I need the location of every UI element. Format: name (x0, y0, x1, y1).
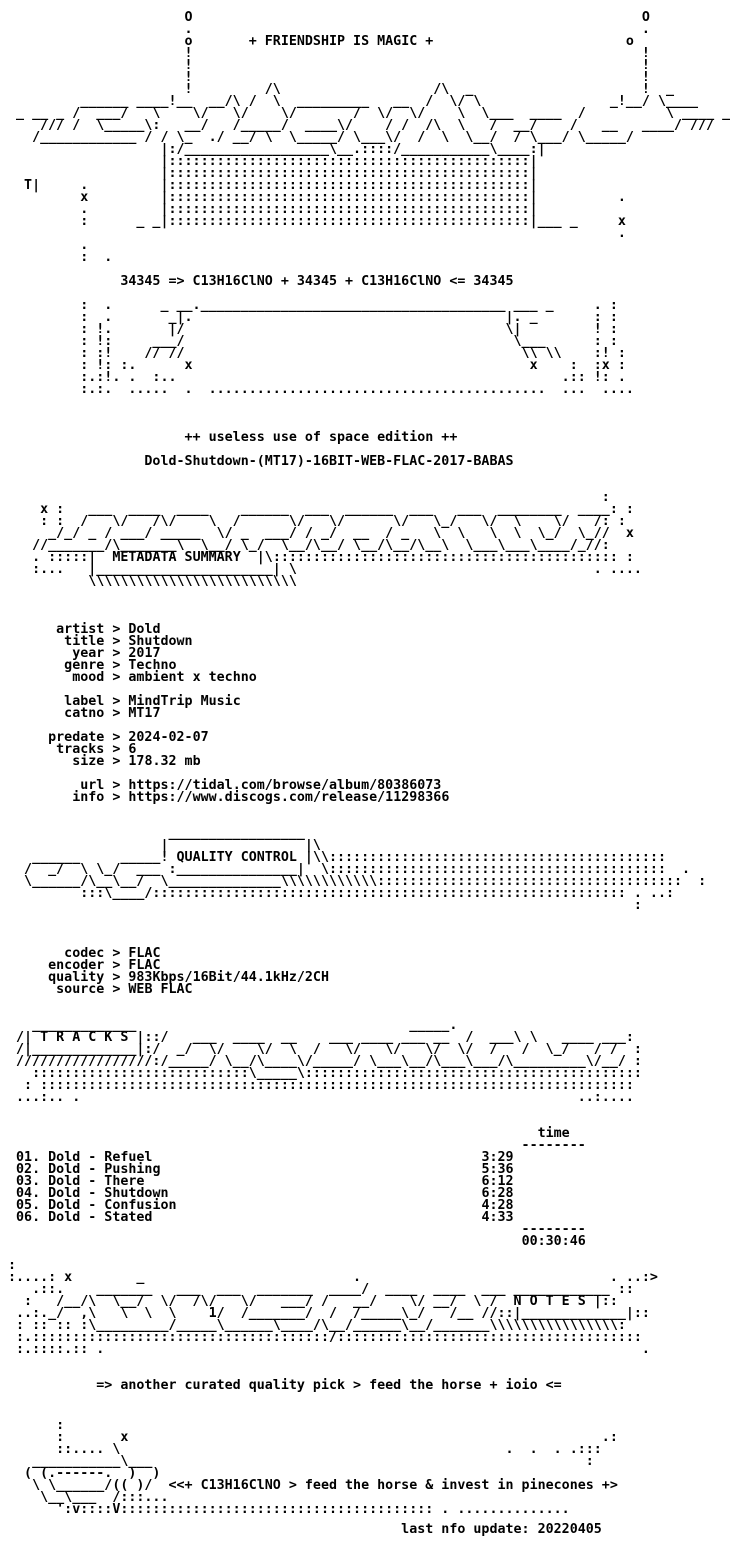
track-row: 04. Dold - Shutdown 6:28 (16, 1186, 514, 1201)
header-subtitle: ++ useless use of space edition ++ (8, 430, 458, 445)
track-title: Dold - Pushing (48, 1162, 161, 1177)
total-time: 00:30:46 (521, 1234, 586, 1249)
metadata-title: METADATA SUMMARY (112, 550, 241, 565)
source-value: WEB FLAC (128, 982, 193, 997)
track-time: 4:33 (481, 1210, 514, 1225)
track-title: Dold - Refuel (48, 1150, 153, 1165)
track-row: 06. Dold - Stated 4:33 (16, 1210, 514, 1225)
predate-value: 2024-02-07 (128, 730, 209, 745)
track-title: Dold - Stated (48, 1210, 153, 1225)
track-time: 4:28 (481, 1198, 514, 1213)
label-value: MindTrip Music (128, 694, 241, 709)
track-time: 3:29 (481, 1150, 514, 1165)
track-title: Dold - Confusion (48, 1198, 177, 1213)
track-row: 03. Dold - There 6:12 (16, 1174, 514, 1189)
metadata-row: label > MindTrip Music (64, 694, 241, 709)
metadata-row: artist > Dold (56, 622, 161, 637)
year-value: 2017 (128, 646, 161, 661)
mood-value: ambient x techno (128, 670, 257, 685)
tracks-section-art: _____________ _____. /| T R A C K S |::/ ___ ____ __ ___ ____ ___ __ / ___\ \ ____ ___: /|_____________|:/ _/ \/ \/ \ / \/ \/ \/ \/ / / \_/ / / : /////////////////:/_____/ \__/\____\/_____/ \___\__/\___\___/\_________\/__/ : :::::::::::::::::::::::::::\_____\:::::::::::::::::::::::::::::::::::::::::: : :::::::::::::::::::::::::::::::::::::::::::::::::::::::::::::::::::::::::: ...:.. . ..:.... (16, 1018, 642, 1105)
catno-value: MT17 (128, 706, 161, 721)
info-link[interactable]: https://www.discogs.com/release/11298366 (128, 790, 450, 805)
last-update: last nfo update: 20220405 (8, 1522, 602, 1537)
notes-line: => another curated quality pick > feed the horse + ioio <= (8, 1378, 562, 1393)
metadata-row: tracks > 6 (56, 742, 137, 757)
metadata-row: mood > ambient x techno (72, 670, 257, 685)
metadata-row: year > 2017 (72, 646, 161, 661)
metadata-row: catno > MT17 (64, 706, 161, 721)
molecule-equation: 34345 => C13H16ClNO + 34345 + C13H16ClNO <= 34345 (8, 274, 514, 289)
encoder-value: FLAC (128, 958, 161, 973)
metadata-section-art: : x : ___ ____ ____ ______ ___ ______ ___ ___ ________ ____: : : : / \/ /\/ \ / \/ \/ \/ \_/ \/ \ \/ /: : _/_/ _ / ___/ _____ \/ _ ___/ / _/ __ / _ \ \ \ \ \_/ \_// x //_______/\_______\ \__/ \_/ \__/\__/ \__/\__/\__\ \___\___\____/_//: . :::::| METADATA SUMMARY |\::::::::::::::::::::::::::::::::::::::::::: : :... |______________________| \ . .... \\\\\\\\\\\\\\\\\\\\\\\\\\ (32, 490, 642, 589)
track-time: 6:12 (481, 1174, 514, 1189)
metadata-row: size > 178.32 mb (72, 754, 201, 769)
quality-value: 983Kbps/16Bit/44.1kHz/2CH (128, 970, 329, 985)
quality-row: codec > FLAC (64, 946, 161, 961)
track-time: 6:28 (481, 1186, 514, 1201)
metadata-row: genre > Techno (64, 658, 177, 673)
tracklist: time -------- 01. Dold - Refuel 3:29 02. Dold - Pushing 5:36 03. Dold - There 6:12 04. Dold - Shutdown 6:28 05. Dold - Confusion 4:28 06. Dold - Stated 4:33 -------- 00:30:46 (8, 1128, 586, 1248)
title-value: Shutdown (128, 634, 193, 649)
metadata-row: title > Shutdown (64, 634, 193, 649)
quality-row: encoder > FLAC (48, 958, 161, 973)
footer-art: : : x .: ::.... \ . . . .::: ___________\___ : ( (.------. ) ) \ \______/(( )/ <<+ C13H16ClNO > feed the horse & invest in pinecones +> \__\___ /:::... ':v::::V::::::::::::::::::::::::::::::::::::::: . .............. (24, 1418, 618, 1517)
track-title: Dold - Shutdown (48, 1186, 169, 1201)
track-time: 5:36 (481, 1162, 514, 1177)
header-motto: FRIENDSHIP IS MAGIC (264, 34, 418, 49)
track-row: 02. Dold - Pushing 5:36 (16, 1162, 514, 1177)
metadata-list (8, 624, 449, 804)
quality-list (8, 948, 329, 996)
tracks-title: T R A C K S (40, 1030, 129, 1045)
artist-value: Dold (128, 622, 161, 637)
release-name: Dold-Shutdown-(MT17)-16BIT-WEB-FLAC-2017-BABAS (8, 454, 514, 469)
quality-title: QUALITY CONTROL (176, 850, 297, 865)
quality-row: source > WEB FLAC (56, 982, 193, 997)
codec-value: FLAC (128, 946, 161, 961)
notes-title: N O T E S (513, 1294, 586, 1309)
track-row: 05. Dold - Confusion 4:28 (16, 1198, 514, 1213)
time-column-header: time (537, 1126, 570, 1141)
metadata-row: info > https://www.discogs.com/release/11298366 (72, 790, 450, 805)
footer-tagline: <<+ C13H16ClNO > feed the horse & invest in pinecones +> (168, 1478, 618, 1493)
header-banner-art: O O . . o + FRIENDSHIP IS MAGIC + o ! ! ! ! ! ! ! /\ /\ _ ! _ ______ ____!__ __/\ / \ _________ __ / \/ \ _!__/ \____ _ __ _ / ___/ \ \/ \/ \/ / \/ \/ \ \___ ____ / \ ____ _ /// / \_____\: __/ /_____/ ____\/ / / /\ \ / __/ / __ ____/ /// /____________ / / \_ ./ __/ \ \_____/ \___\/ / \ \__/ / \___/ \_____/ |:/__________________\__.::::/___________\____:| |:::::::::::::::::::::::::::::::::::::::::::::| |:::::::::::::::::::::::::::::::::::::::::::::| T| . |:::::::::::::::::::::::::::::::::::::::::::::| x |:::::::::::::::::::::::::::::::::::::::::::::| . . |:::::::::::::::::::::::::::::::::::::::::::::| : _ _|:::::::::::::::::::::::::::::::::::::::::::::|___ _ x . . : . (16, 10, 730, 265)
genre-value: Techno (128, 658, 177, 673)
notes-section-art: : :....: x _ . . ..:> .::. _______ ___ ___ _______ ____/ ____ ____ ___ ____________ :: : /__/\ \__/ \/ /\/ \/ ___/ / __/ \/ __/ \ / N O T E S |:: ..:._/ ,\ \ \ \ 1/ /_______/ / /_____\_/ /__ //::|_____________|:: : :: :: :\_________/_____\______\____/\__/______\__/_______\\\\\\\\\\\\\\\\: :.:::::::::::::::::::::::::::::::::::::/:::::::::::::::::::::::::::::::::::::: :.::::.:: . . (8, 1258, 658, 1357)
tracks-count-value: 6 (128, 742, 137, 757)
quality-row: quality > 983Kbps/16Bit/44.1kHz/2CH (48, 970, 329, 985)
url-link[interactable]: https://tidal.com/browse/album/80386073 (128, 778, 442, 793)
quality-section-art: _________________ | |\ ______ _____! QUALITY CONTROL |\\:::::::::::::::::::::::::::::::::::::::::: / _/ \ \_/ ___ :_______________| \:::::::::::::::::::::::::::::::::::::::::: . \______/\__\__/ \______________\\\\\\\\\\\\:::::::::::::::::::::::::::::::::::::: : :::\____/::::::::::::::::::::::::::::::::::::::::::::::::::::::::::: . ..: : (24, 826, 707, 913)
size-value: 178.32 mb (128, 754, 201, 769)
molecule-frame-art: : . _ __.______________________________________ ___ _ . : : . _|. |. _ : : : !. |/ \| ! : : !: ___/ \___ : : : :! // // \\ \\ :! : : !: :. x x : :x : :.:!. . :.. .:: !: . :.:. ..... . .......................................... ... .... (80, 298, 634, 397)
track-title: Dold - There (48, 1174, 145, 1189)
metadata-row: predate > 2024-02-07 (48, 730, 209, 745)
track-row: 01. Dold - Refuel 3:29 (16, 1150, 514, 1165)
metadata-row: url > https://tidal.com/browse/album/80386073 (80, 778, 442, 793)
